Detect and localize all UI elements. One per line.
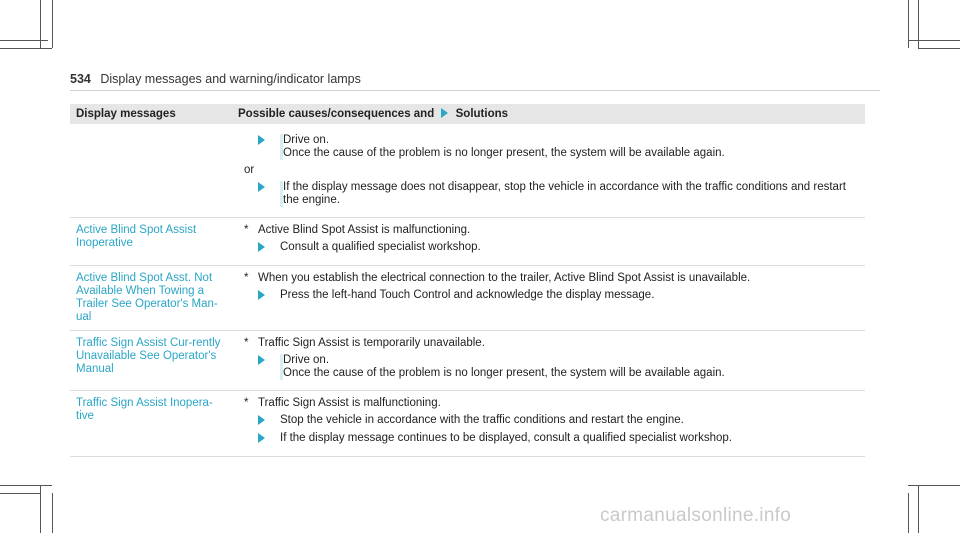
- solution-cell: [232, 124, 865, 218]
- arrow-icon: [441, 108, 448, 118]
- crop-mark: [0, 493, 40, 494]
- crop-mark: [52, 493, 53, 533]
- message-cell: Active Blind Spot Asst. Not Available When Towing a Trailer See Operator's Man-ual: [70, 266, 232, 331]
- solution-step: Consult a qualified specialist workshop.: [258, 241, 859, 255]
- solution-step: Press the left-hand Touch Control and acknowledge the display message.: [258, 289, 859, 303]
- crop-mark: [908, 493, 909, 533]
- cause-item: * When you establish the electrical connection to the trailer, Active Blind Spot Assist is unavailable.: [244, 272, 751, 284]
- message-cell: Active Blind Spot Assist Inoperative: [70, 218, 232, 266]
- arrow-icon: [258, 182, 265, 192]
- arrow-icon: [258, 355, 265, 365]
- watermark: carmanualsonline.info: [600, 505, 792, 526]
- solution-cell: [232, 218, 865, 266]
- messages-table: [70, 104, 865, 457]
- solution-step: If the display message does not disappear, stop the vehicle in accordance with the traffic conditions and restart the engine.: [258, 181, 859, 207]
- col-causes-solutions: Possible causes/consequences and Solutions: [232, 104, 865, 124]
- page-title: Display messages and warning/indicator lamps: [100, 72, 361, 86]
- arrow-icon: [258, 433, 265, 443]
- crop-mark: [908, 40, 960, 41]
- crop-mark: [918, 48, 960, 49]
- col-display-messages: Display messages: [70, 104, 232, 124]
- solution-step: Stop the vehicle in accordance with the traffic conditions and restart the engine.: [258, 414, 859, 428]
- solution-cell: [232, 266, 865, 331]
- page-number: 534: [70, 72, 91, 86]
- arrow-icon: [258, 242, 265, 252]
- page-header: [70, 72, 865, 86]
- solution-step: Drive on. Once the cause of the problem is no longer present, the system will be available again.: [258, 354, 859, 380]
- crop-mark: [40, 485, 41, 533]
- solution-step: Drive on. Once the cause of the problem is no longer present, the system will be available again.: [258, 134, 859, 160]
- crop-mark: [0, 48, 52, 49]
- table-row: [70, 124, 865, 218]
- table-row: [70, 218, 865, 266]
- cause-item: * Active Blind Spot Assist is malfunctioning.: [244, 224, 471, 236]
- table-row: [70, 266, 865, 331]
- cause-item: * Traffic Sign Assist is temporarily unavailable.: [244, 337, 485, 349]
- arrow-icon: [258, 290, 265, 300]
- solution-cell: [232, 391, 865, 457]
- header-rule: [70, 90, 880, 91]
- table-header-row: [70, 104, 865, 124]
- solution-cell: [232, 331, 865, 391]
- arrow-icon: [258, 135, 265, 145]
- solution-step: If the display message continues to be displayed, consult a qualified specialist workshop.: [258, 432, 859, 446]
- crop-mark: [0, 40, 48, 41]
- message-cell: Traffic Sign Assist Cur-rently Unavailable See Operator's Manual: [70, 331, 232, 391]
- table-row: [70, 391, 865, 457]
- message-cell: [70, 124, 232, 218]
- cause-item: * Traffic Sign Assist is malfunctioning.: [244, 397, 441, 409]
- message-cell: Traffic Sign Assist Inopera-tive: [70, 391, 232, 457]
- crop-mark: [0, 485, 52, 486]
- crop-mark: [918, 485, 919, 533]
- table-row: [70, 331, 865, 391]
- arrow-icon: [258, 415, 265, 425]
- crop-mark: [908, 485, 960, 486]
- or-label: or: [244, 164, 255, 176]
- crop-mark: [52, 0, 53, 48]
